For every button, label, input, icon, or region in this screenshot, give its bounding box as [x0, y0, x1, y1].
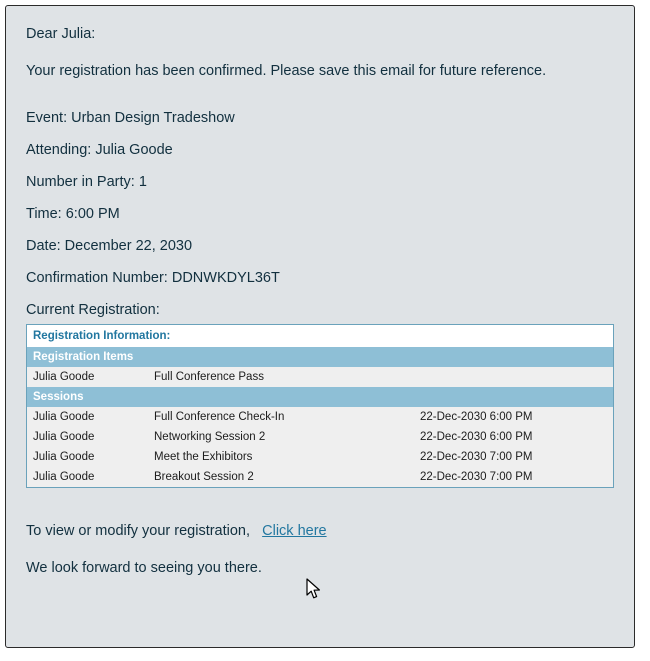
detail-date: Date: December 22, 2030	[26, 238, 193, 254]
table-title: Registration Information:	[27, 325, 613, 347]
spacer	[6, 100, 634, 110]
modify-registration-prefix: To view or modify your registration,	[26, 523, 251, 539]
row-datetime: 22-Dec-2030 7:00 PM	[414, 447, 613, 467]
row-attendee-name: Julia Goode	[27, 367, 148, 387]
spacer	[6, 286, 634, 302]
detail-confirmation-number: Confirmation Number: DDNWKDYL36T	[26, 270, 280, 286]
row-description: Meet the Exhibitors	[148, 447, 414, 467]
row-description: Full Conference Pass	[148, 367, 414, 387]
detail-time: Time: 6:00 PM	[26, 206, 120, 222]
click-here-link[interactable]: Click here	[262, 523, 327, 539]
current-registration-label: Current Registration:	[26, 302, 160, 318]
table-title-row	[27, 325, 613, 347]
footer-block	[6, 488, 634, 576]
row-datetime	[414, 367, 613, 387]
intro-text: Your registration has been confirmed. Please save this email for future reference.	[26, 63, 547, 79]
row-attendee-name: Julia Goode	[27, 407, 148, 427]
section-header-label: Sessions	[27, 387, 613, 407]
row-datetime: 22-Dec-2030 6:00 PM	[414, 427, 613, 447]
row-description: Breakout Session 2	[148, 467, 414, 487]
detail-event: Event: Urban Design Tradeshow	[26, 110, 235, 126]
spacer	[6, 254, 634, 270]
section-header-registration-items	[27, 347, 613, 367]
modify-registration-line	[6, 523, 634, 539]
spacer	[6, 126, 634, 142]
closing-text: We look forward to seeing you there.	[26, 560, 262, 576]
table-row	[27, 447, 613, 467]
greeting-text: Dear Julia:	[26, 26, 96, 42]
detail-attending: Attending: Julia Goode	[26, 142, 173, 158]
detail-party-size: Number in Party: 1	[26, 174, 147, 190]
spacer	[6, 190, 634, 206]
spacer	[6, 158, 634, 174]
row-description: Networking Session 2	[148, 427, 414, 447]
row-attendee-name: Julia Goode	[27, 447, 148, 467]
row-attendee-name: Julia Goode	[27, 467, 148, 487]
row-datetime: 22-Dec-2030 6:00 PM	[414, 407, 613, 427]
section-header-label: Registration Items	[27, 347, 613, 367]
spacer	[6, 79, 634, 100]
table-row	[27, 467, 613, 487]
greeting-block	[6, 6, 634, 42]
row-description: Full Conference Check-In	[148, 407, 414, 427]
spacer	[6, 222, 634, 238]
email-confirmation-panel	[5, 5, 635, 648]
row-datetime: 22-Dec-2030 7:00 PM	[414, 467, 613, 487]
table-row	[27, 367, 613, 387]
spacer	[6, 539, 634, 560]
spacer	[6, 42, 634, 63]
row-attendee-name: Julia Goode	[27, 427, 148, 447]
section-header-sessions	[27, 387, 613, 407]
table-row	[27, 407, 613, 427]
registration-table	[26, 324, 614, 488]
table-row	[27, 427, 613, 447]
